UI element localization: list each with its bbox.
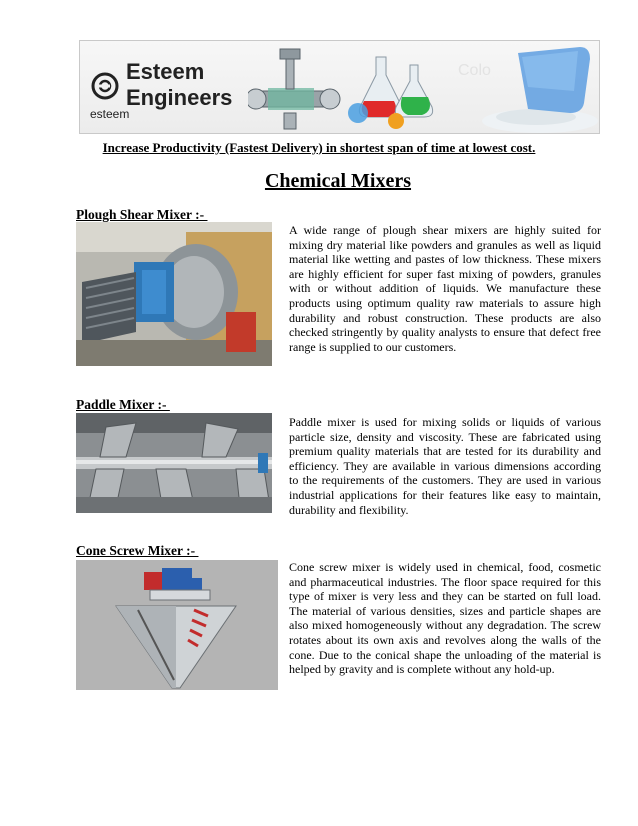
section-heading-plough-shear: Plough Shear Mixer :- [76,207,208,222]
brand-line-1: Esteem [126,59,205,84]
cone-screw-description: Cone screw mixer is widely used in chemical, food, cosmetic and pharmaceutical industries. The floor space required for this type of mixer is very less and they can be started on full load. The material of various densities, sizes and particle shapes are also mixed homogeneously without any degradation. The screw rotates about its own axis and revolves along the walls of the cone. Due to the conical shape the unloading of the material is helped by gravity and is complete without any hold-up. [289,560,601,677]
section-heading-paddle: Paddle Mixer :- [76,397,170,412]
plough-shear-mixer-image [76,222,272,366]
paddle-description: Paddle mixer is used for mixing solids or liquids of various particle size, density and viscosity. These are fabricated using premium quality materials that are tested for its durability and efficiency. They are available in various dimensions according to the requirements of the customers. They are used in various industrial applications for their features like easy to maintain, durability and flexibility. [289,415,601,517]
page-title: Chemical Mixers [264,170,412,192]
cone-screw-mixer-image [76,560,278,690]
pipe-valve-icon [248,49,340,129]
banner-watermark: Colo [458,62,491,79]
brand-line-2: Engineers [126,85,233,110]
header-banner [79,40,600,134]
plough-shear-description: A wide range of plough shear mixers are highly suited for mixing dry material like powders and granules as well as liquid material like wetting and pastes of low thickness. These mixers are highly efficient for super fast mixing of powders, granules with or without addition of liquids. We manufacture these products using optimum quality raw materials to assure high durability and robust construction. These products are also checked stringently by quality analysts to ensure that defect free range is supplied to our customers. [289,223,601,354]
esteem-logo-icon [90,71,120,101]
company-logo [90,59,240,129]
brand-small-text: esteem [90,107,130,121]
lab-flasks-icon [348,57,433,129]
tagline: Increase Productivity (Fastest Delivery) in shortest span of time at lowest cost. [102,140,536,155]
brand-name [126,59,232,111]
section-heading-cone-screw: Cone Screw Mixer :- [76,543,199,558]
banner-illustration [248,43,598,133]
powder-scoop-icon [482,47,598,133]
paddle-mixer-image [76,413,272,513]
